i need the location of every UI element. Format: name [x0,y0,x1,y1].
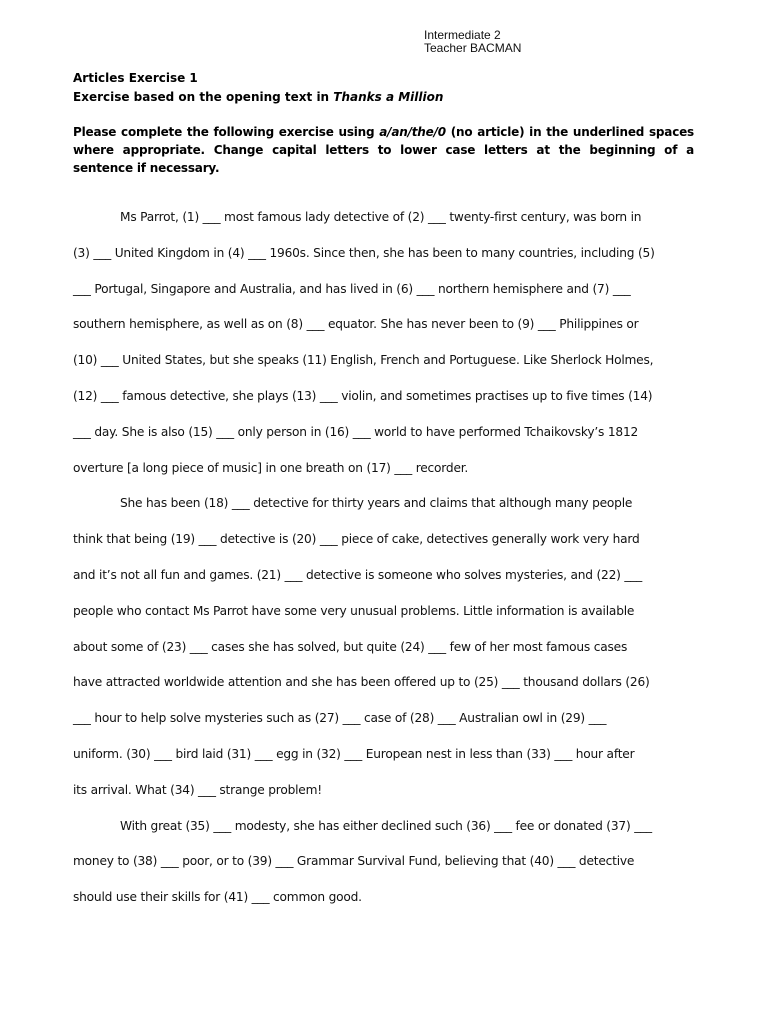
exercise-line: ___ hour to help solve mysteries such as (27) ___ case of (28) ___ Australian owl in (29) ___ [73,711,607,726]
exercise-line: its arrival. What (34) ___ strange problem! [73,782,322,797]
instructions-part2: (no article) in the underlined spaces where appropriate. Change capital letters to lower case letters at the beginning of a sentence if necessary. [73,125,694,175]
exercise-line: (3) ___ United Kingdom in (4) ___ 1960s. Since then, she has been to many countries, including (5) [73,245,655,260]
exercise-line: (12) ___ famous detective, she plays (13) ___ violin, and sometimes practises up to five times (14) [73,388,653,403]
exercise-line: and it’s not all fun and games. (21) ___ detective is someone who solves mysteries, and (22) ___ [73,567,643,582]
exercise-line: With great (35) ___ modesty, she has either declined such (36) ___ fee or donated (37) ___ [120,818,652,833]
exercise-instructions [73,123,694,177]
exercise-subtitle [73,88,703,107]
article-options: a/an/the/0 [379,125,446,139]
class-header [424,29,521,55]
exercise-line: have attracted worldwide attention and she has been offered up to (25) ___ thousand dollars (26) [73,675,650,690]
exercise-line: should use their skills for (41) ___ common good. [73,890,362,905]
exercise-line: about some of (23) ___ cases she has solved, but quite (24) ___ few of her most famous cases [73,639,628,654]
exercise-line: think that being (19) ___ detective is (20) ___ piece of cake, detectives generally work very hard [73,532,640,547]
subtitle-prefix: Exercise based on the opening text in [73,90,334,104]
book-title: Thanks a Million [333,90,444,104]
exercise-line: money to (38) ___ poor, or to (39) ___ Grammar Survival Fund, believing that (40) ___ detective [73,854,635,869]
exercise-line: people who contact Ms Parrot have some very unusual problems. Little information is available [73,603,635,618]
exercise-text [73,205,698,921]
exercise-line: southern hemisphere, as well as on (8) ___ equator. She has never been to (9) ___ Philippines or [73,317,639,332]
exercise-line: (10) ___ United States, but she speaks (11) English, French and Portuguese. Like Sherlock Holmes, [73,353,654,368]
teacher-name: Teacher BACMAN [424,41,522,55]
class-level: Intermediate 2 [424,28,501,42]
exercise-line: ___ Portugal, Singapore and Australia, and has lived in (6) ___ northern hemisphere and (7) ___ [73,281,631,296]
exercise-title: Articles Exercise 1 [73,71,198,85]
exercise-line: She has been (18) ___ detective for thirty years and claims that although many people [120,496,633,511]
instructions-part1: Please complete the following exercise using [73,125,380,139]
exercise-line: Ms Parrot, (1) ___ most famous lady detective of (2) ___ twenty-first century, was born in [120,210,642,224]
exercise-line: ___ day. She is also (15) ___ only person in (16) ___ world to have performed Tchaikovsky’s 1812 [73,424,639,439]
exercise-line: overture [a long piece of music] in one breath on (17) ___ recorder. [73,460,469,475]
exercise-line: uniform. (30) ___ bird laid (31) ___ egg in (32) ___ European nest in less than (33) ___ hour after [73,746,635,761]
exercise-titles [73,69,703,107]
